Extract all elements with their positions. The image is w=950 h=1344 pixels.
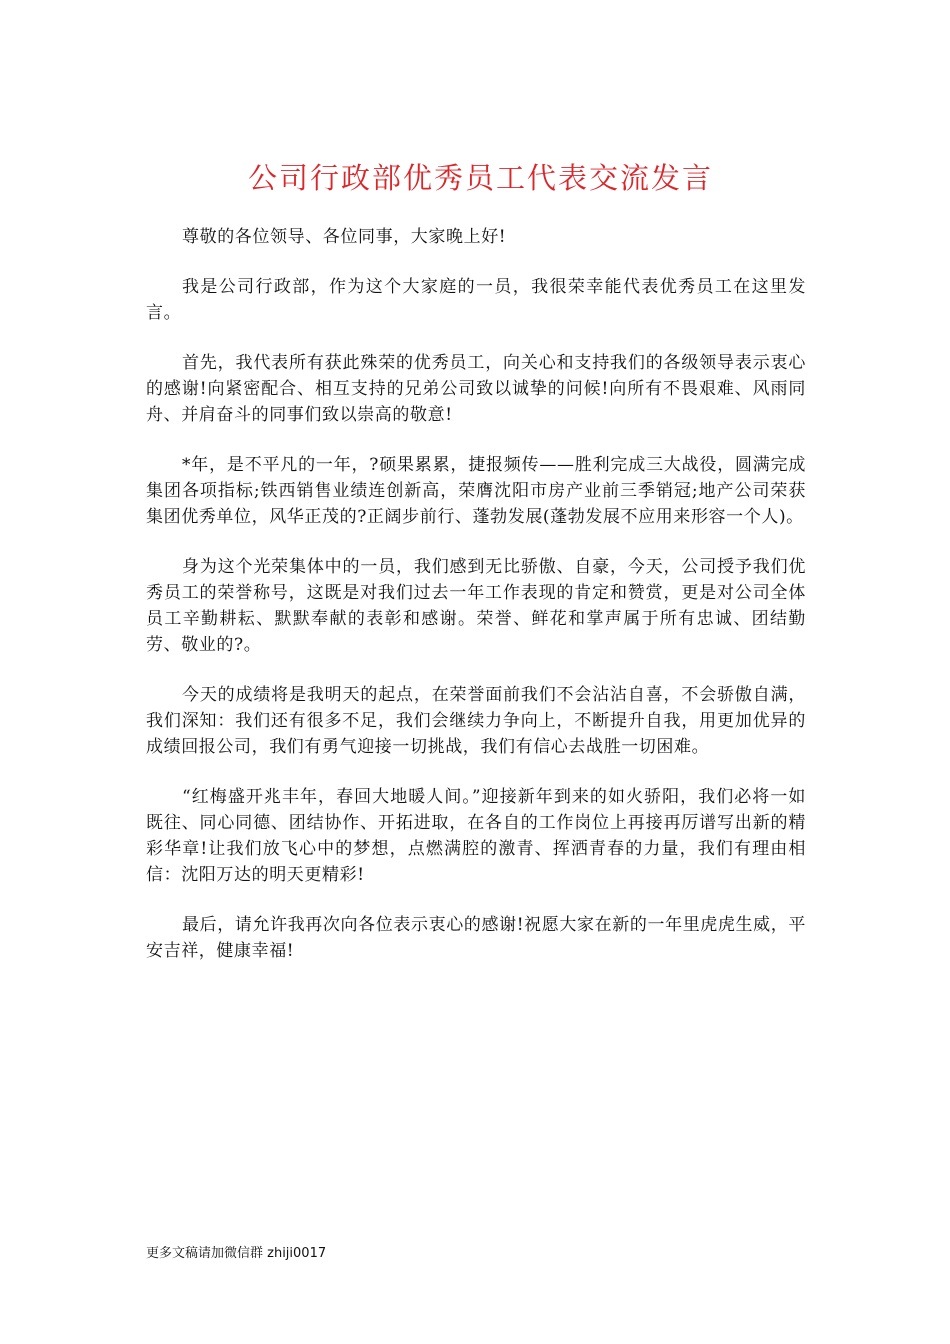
paragraph-introduction: 我是公司行政部，作为这个大家庭的一员，我很荣幸能代表优秀员工在这里发言。: [146, 277, 806, 323]
document-title: 公司行政部优秀员工代表交流发言: [248, 161, 714, 195]
document-body: [146, 224, 806, 988]
paragraph-closing: 最后，请允许我再次向各位表示衷心的感谢!祝愿大家在新的一年里虎虎生威，平安吉祥，健康幸福!: [146, 915, 806, 961]
paragraph-new-year: “红梅盛开兆丰年，春回大地暖人间。”迎接新年到来的如火骄阳，我们必将一如既往、同心同德、团结协作、开拓进取，在各自的工作岗位上再接再厉谱写出新的精彩华章!让我们放飞心中的梦想，点燃满腔的激青、挥洒青春的力量，我们有理由相信：沈阳万达的明天更精彩!: [146, 787, 806, 885]
footer-note: 更多文稿请加微信群 zhiji0017: [146, 1246, 327, 1261]
paragraph-achievements: *年，是不平凡的一年，?硕果累累，捷报频传——胜利完成三大战役，圆满完成集团各项指标;铁西销售业绩连创新高，荣膺沈阳市房产业前三季销冠;地产公司荣获集团优秀单位，风华正茂的?正阔步前行、蓬勃发展(蓬勃发展不应用来形容一个人)。: [146, 455, 806, 527]
paragraph-honor: 身为这个光荣集体中的一员，我们感到无比骄傲、自豪，今天，公司授予我们优秀员工的荣誉称号，这既是对我们过去一年工作表现的肯定和赞赏，更是对公司全体员工辛勤耕耘、默默奉献的表彰和感谢。荣誉、鲜花和掌声属于所有忠诚、团结勤劳、敬业的?。: [146, 557, 806, 655]
paragraph-thanks: 首先，我代表所有获此殊荣的优秀员工，向关心和支持我们的各级领导表示衷心的感谢!向紧密配合、相互支持的兄弟公司致以诚挚的问候!向所有不畏艰难、风雨同舟、并肩奋斗的同事们致以崇高的敬意!: [146, 353, 806, 425]
paragraph-commitment: 今天的成绩将是我明天的起点，在荣誉面前我们不会沾沾自喜，不会骄傲自满，我们深知：我们还有很多不足，我们会继续力争向上，不断提升自我，用更加优异的成绩回报公司，我们有勇气迎接一切挑战，我们有信心去战胜一切困难。: [146, 685, 806, 757]
paragraph-greeting: 尊敬的各位领导、各位同事，大家晚上好!: [182, 227, 507, 247]
